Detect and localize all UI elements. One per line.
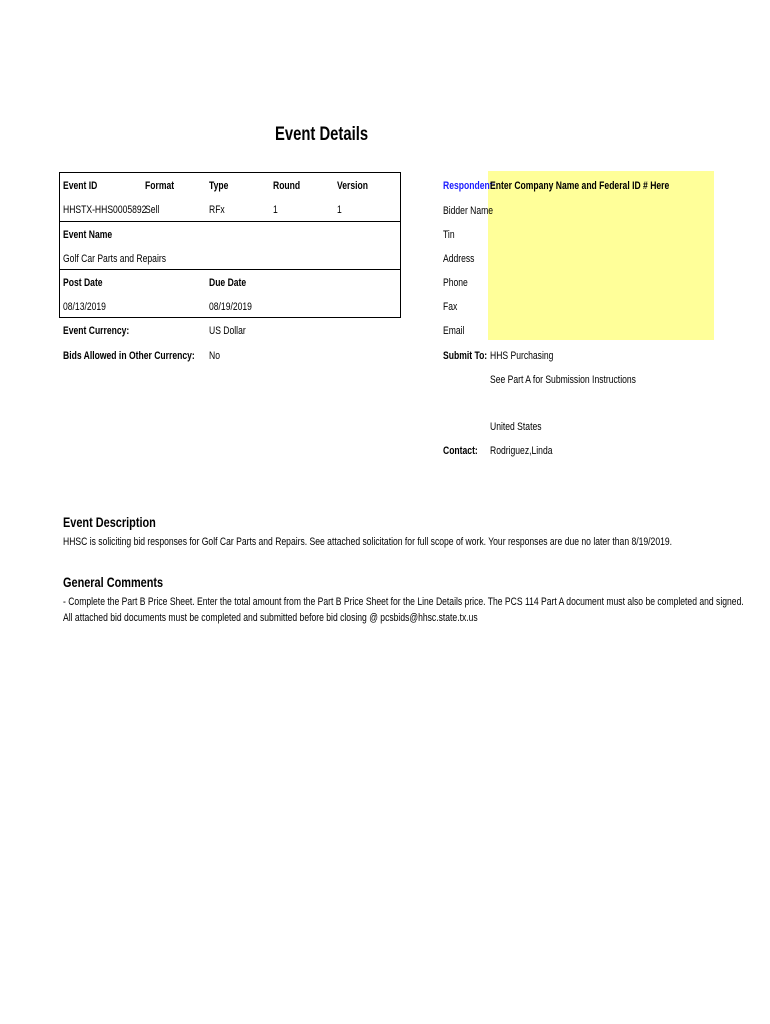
respondent-input-area[interactable] [488,171,714,340]
general-comments-heading: General Comments [63,574,164,590]
submit-country: United States [490,421,542,433]
post-date-value: 08/13/2019 [63,301,106,313]
submit-to-label: Submit To: [443,350,488,362]
event-name-label: Event Name [63,229,113,241]
format-value: Sell [145,204,160,216]
round-value: 1 [273,204,278,216]
grid-rule [59,269,401,270]
event-description-text: HHSC is soliciting bid responses for Golf Car Parts and Repairs. See attached solicitation for full scope of work. Your responses are due no later than 8/19/2019. [63,536,673,548]
tin-label: Tin [443,229,455,241]
format-header: Format [145,180,175,192]
other-currency-label: Bids Allowed in Other Currency: [63,350,195,362]
respondent-label: Respondent: [443,180,496,192]
type-value: RFx [209,204,225,216]
due-date-label: Due Date [209,277,247,289]
due-date-value: 08/19/2019 [209,301,252,313]
currency-value: US Dollar [209,325,246,337]
general-comments-line-1: - Complete the Part B Price Sheet. Enter the total amount from the Part B Price Sheet for the Line Details price. The PCS 114 Part A document must also be completed and signed. [63,596,744,608]
grid-rule [59,317,401,318]
round-header: Round [273,180,301,192]
bidder-name-label: Bidder Name [443,205,494,217]
currency-label: Event Currency: [63,325,130,337]
other-currency-value: No [209,350,220,362]
general-comments-line-2: All attached bid documents must be completed and submitted before bid closing @ pcsbids@hhsc.state.tx.us [63,612,478,624]
grid-rule [59,172,401,173]
page-title: Event Details [275,124,369,145]
event-name-value: Golf Car Parts and Repairs [63,253,167,265]
grid-rule [59,172,60,318]
grid-rule [59,221,401,222]
version-header: Version [337,180,369,192]
address-label: Address [443,253,475,265]
respondent-placeholder[interactable]: Enter Company Name and Federal ID # Here [490,180,670,192]
contact-value: Rodriguez,Linda [490,445,553,457]
phone-label: Phone [443,277,468,289]
submit-instructions: See Part A for Submission Instructions [490,374,636,386]
submit-to-name: HHS Purchasing [490,350,554,362]
event-id-header: Event ID [63,180,98,192]
event-description-heading: Event Description [63,514,156,530]
grid-rule [400,172,401,318]
contact-label: Contact: [443,445,478,457]
type-header: Type [209,180,229,192]
fax-label: Fax [443,301,458,313]
event-id-value: HHSTX-HHS0005892 [63,204,147,216]
post-date-label: Post Date [63,277,103,289]
version-value: 1 [337,204,342,216]
email-label: Email [443,325,465,337]
